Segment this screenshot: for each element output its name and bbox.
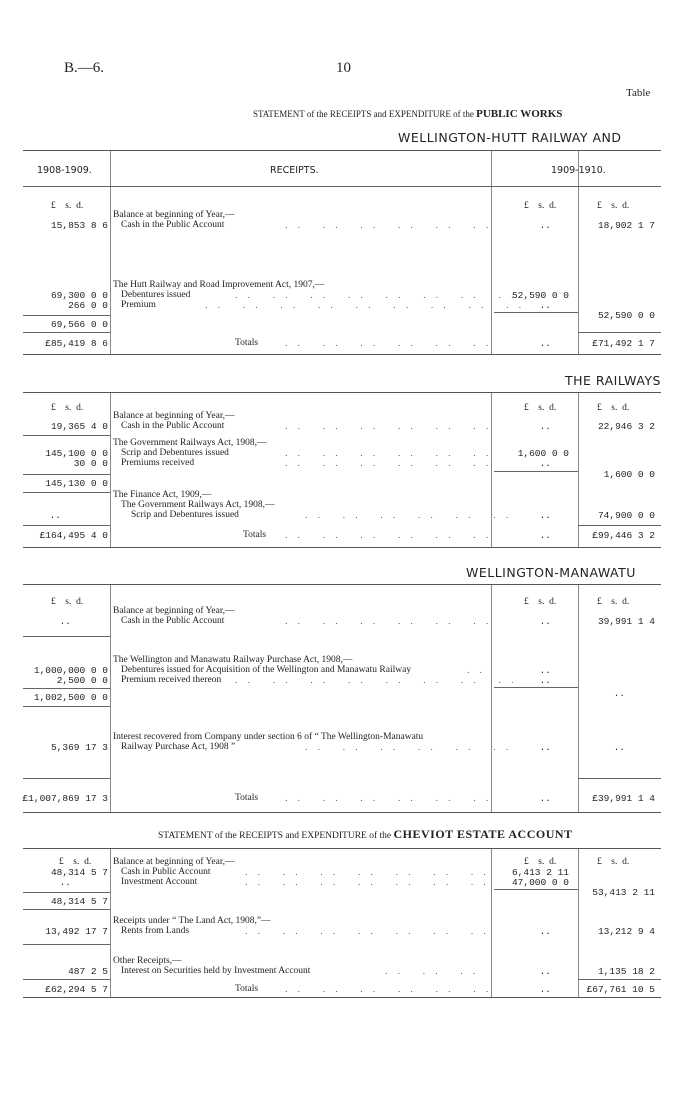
rents-left: 13,492 17 7 — [45, 926, 108, 937]
totals-label: Totals — [235, 793, 259, 803]
interest-mid: .. — [539, 966, 551, 977]
act-heading: The Government Railways Act, 1908,— — [113, 438, 267, 448]
statement-title — [253, 108, 562, 120]
section-title-railways: THE RAILWAYS — [565, 373, 661, 388]
investment-mid: 47,000 0 0 — [511, 877, 569, 888]
premium-label: Premium received thereon — [121, 675, 222, 685]
finance-item: Scrip and Debentures issued — [131, 510, 239, 520]
balance-right: 53,413 2 11 — [592, 887, 655, 898]
cash-label: Cash in Public Account — [121, 867, 211, 877]
premium-left: 266 0 0 — [68, 300, 108, 311]
cheviot-title-prefix: STATEMENT of the RECEIPTS and EXPENDITURE of the — [158, 831, 392, 841]
subtotal-left: 145,130 0 0 — [45, 478, 108, 489]
land-heading: Receipts under “ The Land Act, 1908,”— — [113, 916, 271, 926]
balance-left: 19,365 4 0 — [50, 421, 108, 432]
debentures-label: Debentures issued for Acquisition of the Wellington and Manawatu Railway — [121, 665, 412, 675]
rents-mid: .. — [539, 926, 551, 937]
total-right: £99,446 3 2 — [592, 530, 655, 541]
premium-mid: .. — [539, 300, 551, 311]
total-left: £1,007,869 17 3 — [22, 793, 108, 804]
lsd-mid: £ s. d. — [524, 857, 557, 867]
subtotal-right: 52,590 0 0 — [597, 310, 655, 321]
interest-left: 5,369 17 3 — [50, 742, 108, 753]
balance-heading: Balance at beginning of Year,— — [113, 210, 235, 220]
cheviot-table: £ s. d. £ s. d. £ s. d. Balance at beginning of Year,— Cash in Public Account Investment Account .. .. .. .. .. .. .. .. .. .. .. .. .. .. 48,314 5 7 .. 6,413 2 11 47,000 0 0 53,413 2 11 48,314 5 7 Receipts under “ The Land Act, 1908,”— Rents from Lands .. .. .. .. .. .. .. 13,492 17 7 .. 13,212 9 4 Other Receipts,— Interest on Securities held by Investment Account .. .. .. 487 2 5 .. 1,135 18 2 Totals .. .. .. .. .. .. .. £62,294 5 7 £67,761 10 5 — [23, 848, 661, 998]
debentures-mid: 52,590 0 0 — [511, 290, 569, 301]
debentures-left: 1,000,000 0 0 — [33, 665, 108, 676]
balance-left: 15,853 8 6 — [50, 220, 108, 231]
section-title-hutt: WELLINGTON-HUTT RAILWAY AND — [398, 130, 622, 145]
total-left: £85,419 8 6 — [45, 338, 108, 349]
balance-right: 22,946 3 2 — [597, 421, 655, 432]
scrip-mid: 1,600 0 0 — [517, 448, 569, 459]
total-right: £71,492 1 7 — [592, 338, 655, 349]
hutt-table: 1908-1909. RECEIPTS. 1909-1910. £ s. d. £ s. d. £ s. d. Balance at beginning of Year,— Cash in the Public Account .. .. .. .. .. .. 15,853 8 6 .. 18,902 1 7 The Hutt Railway and Road Improvement Act, 1907,— Debentures issued Premium .. .. .. .. .. .. .. .. .. .. .. .. .. .. .. .. .. 69,300 0 0 266 0 0 52,590 0 0 .. 52,590 0 0 69,566 0 0 Totals .. .. .. .. .. .. .. £85,419 8 6 £71,492 1 7 — [23, 150, 661, 355]
total-right: £39,991 1 4 — [592, 793, 655, 804]
finance-mid: .. — [539, 510, 551, 521]
interest-mid: .. — [539, 742, 551, 753]
lsd-right: £ s. d. — [597, 597, 630, 607]
lsd-mid: £ s. d. — [524, 201, 557, 211]
balance-item: Cash in the Public Account — [121, 421, 225, 431]
subtotal-left: 69,566 0 0 — [50, 319, 108, 330]
statement-title-prefix: STATEMENT of the RECEIPTS and EXPENDITURE of the — [253, 109, 474, 119]
page-reference: B.—6. — [64, 60, 105, 76]
lsd-right: £ s. d. — [597, 403, 630, 413]
premiums-label: Premiums received — [121, 458, 195, 468]
lsd-left: £ s. d. — [59, 857, 92, 867]
balance-heading: Balance at beginning of Year,— — [113, 411, 235, 421]
lsd-left: £ s. d. — [51, 403, 84, 413]
balance-right: 39,991 1 4 — [597, 616, 655, 627]
finance-sub: The Government Railways Act, 1908,— — [121, 500, 275, 510]
act-heading: The Hutt Railway and Road Improvement Act, 1907,— — [113, 280, 325, 290]
manawatu-table: £ s. d. £ s. d. £ s. d. Balance at beginning of Year,— Cash in the Public Account .. .. .. .. .. .. .. .. 39,991 1 4 The Wellington and Manawatu Railway Purchase Act, 1908,— Debentures issued for Acquisition of the Wellington and Manawatu Railway Premium received thereon .. .. .. .. .. .. .. .. .. 1,000,000 0 0 2,500 0 0 .. .. .. 1,002,500 0 0 Interest recovered from Company under section 6 of “ The Wellington-Manawatu Railway Purchase Act, 1908 ” .. .. .. .. .. .. 5,369 17 3 .. .. Totals .. .. .. .. .. .. .. £1,007,869 17 3 £39,991 1 4 — [23, 584, 661, 813]
interest-line2: Railway Purchase Act, 1908 ” — [121, 742, 236, 752]
header-left-year: 1908-1909. — [37, 165, 92, 176]
interest-right: 1,135 18 2 — [597, 966, 655, 977]
balance-heading: Balance at beginning of Year,— — [113, 857, 235, 867]
lsd-mid: £ s. d. — [524, 597, 557, 607]
debentures-mid: .. — [539, 665, 551, 676]
balance-item: Cash in the Public Account — [121, 220, 225, 230]
scrip-left: 145,100 0 0 — [45, 448, 108, 459]
lsd-right: £ s. d. — [597, 201, 630, 211]
totals-label: Totals — [235, 338, 259, 348]
debentures-label: Debentures issued — [121, 290, 191, 300]
premium-mid: .. — [539, 675, 551, 686]
balance-left: .. — [59, 616, 71, 627]
header-right-year: 1909-1910. — [551, 165, 606, 176]
subtotal-right: .. — [613, 688, 625, 699]
interest-label: Interest on Securities held by Investment Account — [121, 966, 311, 976]
finance-left: .. — [49, 510, 61, 521]
balance-heading: Balance at beginning of Year,— — [113, 606, 235, 616]
total-left: £164,495 4 0 — [39, 530, 108, 541]
rents-label: Rents from Lands — [121, 926, 190, 936]
subtotal-left: 48,314 5 7 — [50, 896, 108, 907]
balance-left: 48,314 5 7 — [50, 867, 108, 878]
cheviot-title-bold: CHEVIOT ESTATE ACCOUNT — [393, 827, 573, 841]
lsd-left: £ s. d. — [51, 597, 84, 607]
interest-left: 487 2 5 — [68, 966, 108, 977]
premium-label: Premium — [121, 300, 156, 310]
premiums-mid: .. — [539, 458, 551, 469]
premiums-left: 30 0 0 — [73, 458, 108, 469]
section-title-manawatu: WELLINGTON-MANAWATU — [466, 565, 636, 580]
lsd-left: £ s. d. — [51, 201, 84, 211]
interest-line1: Interest recovered from Company under section 6 of “ The Wellington-Manawatu — [113, 732, 424, 742]
balance-item: Cash in the Public Account — [121, 616, 225, 626]
scrip-label: Scrip and Debentures issued — [121, 448, 229, 458]
balance-right: 18,902 1 7 — [597, 220, 655, 231]
interest-right: .. — [613, 742, 625, 753]
lsd-right: £ s. d. — [597, 857, 630, 867]
investment-left: .. — [59, 877, 71, 888]
subtotal-left: 1,002,500 0 0 — [33, 692, 108, 703]
header-receipts: RECEIPTS. — [270, 165, 319, 176]
total-right: £67,761 10 5 — [586, 984, 655, 995]
act-heading: The Wellington and Manawatu Railway Purchase Act, 1908,— — [113, 655, 353, 665]
debentures-left: 69,300 0 0 — [50, 290, 108, 301]
cheviot-title — [158, 827, 573, 842]
total-left: £62,294 5 7 — [45, 984, 108, 995]
lsd-mid: £ s. d. — [524, 403, 557, 413]
premium-left: 2,500 0 0 — [56, 675, 108, 686]
statement-title-bold: PUBLIC WORKS — [476, 108, 563, 120]
totals-label: Totals — [243, 530, 267, 540]
finance-heading: The Finance Act, 1909,— — [113, 490, 212, 500]
subtotal-right: 1,600 0 0 — [603, 469, 655, 480]
railways-table: £ s. d. £ s. d. £ s. d. Balance at beginning of Year,— Cash in the Public Account .. .. .. .. .. .. 19,365 4 0 .. 22,946 3 2 The Government Railways Act, 1908,— Scrip and Debentures issued Premiums received .. .. .. .. .. .. .. .. .. .. .. .. 145,100 0 0 30 0 0 1,600 0 0 .. 1,600 0 0 145,130 0 0 The Finance Act, 1909,— The Government Railways Act, 1908,— Scrip and Debentures issued .. .. .. .. .. .. .. .. 74,900 0 0 Totals .. .. .. .. .. .. .. £164,495 4 0 £99,446 3 2 — [23, 392, 661, 548]
page-number: 10 — [336, 60, 351, 76]
totals-label: Totals — [235, 984, 259, 994]
rents-right: 13,212 9 4 — [597, 926, 655, 937]
other-heading: Other Receipts,— — [113, 956, 182, 966]
investment-label: Investment Account — [121, 877, 198, 887]
cash-mid: 6,413 2 11 — [511, 867, 569, 878]
finance-right: 74,900 0 0 — [597, 510, 655, 521]
table-label: Table — [626, 87, 651, 99]
